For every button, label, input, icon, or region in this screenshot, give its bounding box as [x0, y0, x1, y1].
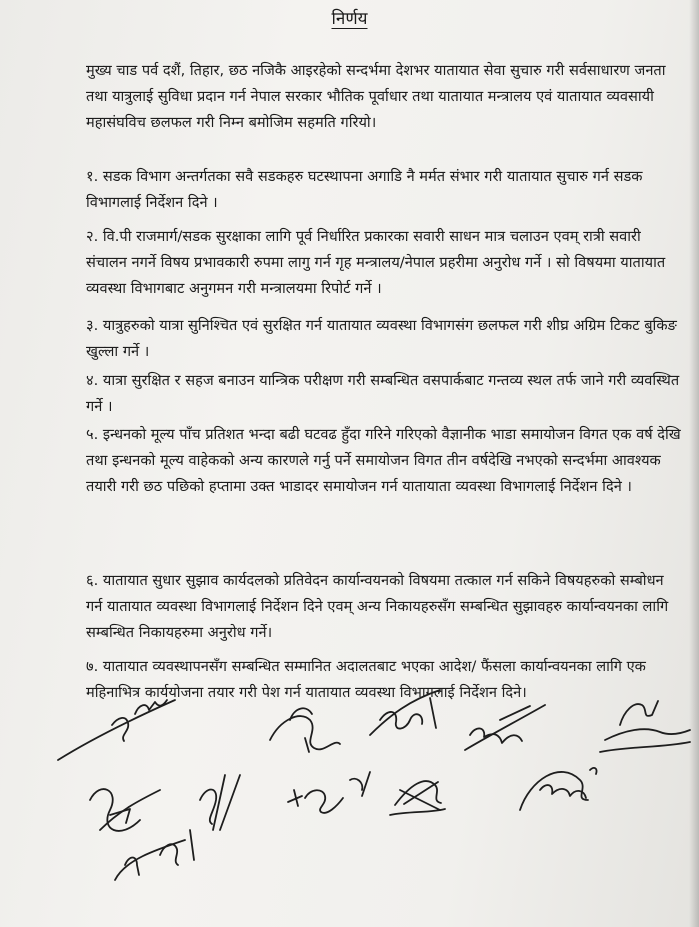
signature-1: [58, 700, 175, 760]
signature-7: [200, 775, 240, 830]
intro-paragraph: मुख्य चाड पर्व दशैं, तिहार, छठ नजिकै आइरहेको सन्दर्भमा देशभर यातायात सेवा सुचारु गरी सर्वसाधारण जनता तथा यात्रुलाई सुविधा प्रदान गर्न नेपाल सरकार भौतिक पूर्वाधार तथा यातायात मन्त्रालय एवं यातायात व्यवसायी महासंघविच छलफल गरी निम्न बमोजिम सहमति गरियो।: [86, 62, 666, 131]
signature-9: [390, 781, 445, 815]
signature-8: [288, 772, 370, 813]
decision-item-3: ३. यात्रुहरुको यात्रा सुनिश्चित एवं सुरक्षित गर्न यातायात व्यवस्था विभागसंग छलफल गरी शीघ्र अग्रिम टिकट बुकिङ खुल्ला गर्ने ।: [86, 317, 677, 360]
signature-4: [465, 705, 545, 750]
decision-item-4: ४. यात्रा सुरक्षित र सहज बनाउन यान्त्रिक परीक्षण गरी सम्बन्धित वसपार्कबाट गन्तव्य स्थल तर्फ जाने गरी व्यवस्थित गर्ने ।: [86, 372, 680, 415]
signature-6: [90, 789, 160, 831]
signature-area: [0, 680, 699, 927]
document-title: [0, 6, 699, 29]
decision-item-2: २. वि.पी राजमार्ग/सडक सुरक्षाका लागि पूर्व निर्धारित प्रकारका सवारी साधन मात्र चलाउन एवम् रात्री सवारी संचालन नगर्ने विषय प्रभावकारी रुपमा लागु गर्न गृह मन्त्रालय/नेपाल प्रहरीमा अनुरोध गर्ने । सो विषयमा यातायात व्यवस्था विभागबाट अनुगमन गरी मन्त्रालयमा रिपोर्ट गर्ने ।: [86, 228, 666, 297]
signature-2: [270, 708, 340, 752]
signature-11: [115, 830, 194, 880]
signature-3: [370, 690, 440, 735]
decision-item-5: ५. इन्धनको मूल्य पाँच प्रतिशत भन्दा बढी घटवढ हुँदा गरिने गरिएको वैज्ञानीक भाडा समायोजन विगत एक वर्ष देखि तथा इन्धनको मूल्य वाहेकको अन्य कारणले गर्नु पर्ने समायोजन विगत तीन वर्षदेखि नभएको सन्दर्भमा आवश्यक तयारी गरी छठ पछिको हप्तामा उक्त भाडादर समायोजन गर्न यातायाता व्यवस्था विभागलाई निर्देशन दिने ।: [86, 426, 681, 495]
document-title-text: निर्णय: [331, 9, 368, 29]
decision-item-6: ६. यातायात सुधार सुझाव कार्यदलको प्रतिवेदन कार्यान्वयनको विषयमा तत्काल गर्न सकिने विषयहरुको सम्बोधन गर्न यातायात व्यवस्था विभागलाई निर्देशन दिने एवम् अन्य निकायहरुसँग सम्बन्धित सुझावहरु कार्यान्वयनका लागि सम्बन्धित निकायहरुमा अनुरोध गर्ने।: [86, 572, 669, 641]
signature-10: [520, 768, 597, 810]
decision-item-1: १. सडक विभाग अन्तर्गतका सवै सडकहरु घटस्थापना अगाडि नै मर्मत संभार गरी यातायात सुचारु गर्न सडक विभागलाई निर्देशन दिने ।: [86, 168, 643, 211]
signature-5: [600, 701, 690, 752]
decision-item-7: ७. यातायात व्यवस्थापनसँग सम्बन्धित सम्मानित अदालतबाट भएका आदेश/ फैंसला कार्यान्वयनका लागि एक महिनाभित्र कार्ययोजना तयार गरी पेश गर्न यातायात व्यवस्था विभागलाई निर्देशन दिने।: [86, 658, 646, 701]
